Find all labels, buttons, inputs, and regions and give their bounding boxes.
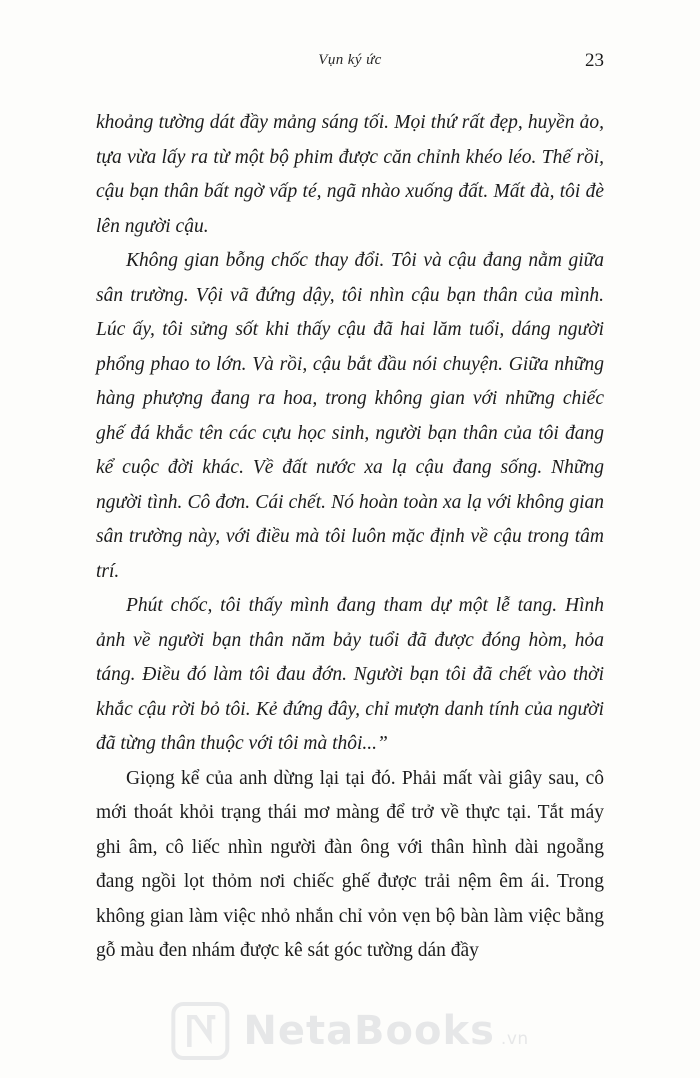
netabooks-logo-icon [171, 1002, 229, 1060]
watermark-suffix: .vn [500, 1029, 529, 1049]
page-body [96, 106, 604, 969]
paragraph: Phút chốc, tôi thấy mình đang tham dự một lễ tang. Hình ảnh về người bạn thân năm bảy tuổi đã được đóng hòm, hỏa táng. Điều đó làm tôi đau đớn. Người bạn tôi đã chết vào thời khắc cậu rời bỏ tôi. Kẻ đứng đây, chỉ mượn danh tính của người đã từng thân thuộc với tôi mà thôi...” [96, 595, 604, 754]
page-header [96, 52, 604, 76]
running-title: Vụn ký ức [318, 52, 382, 68]
page-number: 23 [585, 50, 604, 71]
watermark-brand: NetaBooks [243, 1008, 495, 1054]
paragraph: Không gian bỗng chốc thay đổi. Tôi và cậu đang nằm giữa sân trường. Vội vã đứng dậy, tôi nhìn cậu bạn thân của mình. Lúc ấy, tôi sửng sốt khi thấy cậu đã hai lăm tuổi, dáng người phổng phao to lớn. Và rồi, cậu bắt đầu nói chuyện. Giữa những hàng phượng đang ra hoa, trong không gian với những chiếc ghế đá khắc tên các cựu học sinh, người bạn thân của tôi đang kể cuộc đời khác. Về đất nước xa lạ cậu đang sống. Những người tình. Cô đơn. Cái chết. Nó hoàn toàn xa lạ với không gian sân trường này, với điều mà tôi luôn mặc định về cậu trong tâm trí. [96, 250, 604, 582]
watermark [171, 1002, 528, 1060]
paragraph: khoảng tường dát đầy mảng sáng tối. Mọi thứ rất đẹp, huyền ảo, tựa vừa lấy ra từ một bộ phim được căn chỉnh khéo léo. Thế rồi, cậu bạn thân bất ngờ vấp té, ngã nhào xuống đất. Mất đà, tôi đè lên người cậu. [96, 112, 604, 237]
paragraph: Giọng kể của anh dừng lại tại đó. Phải mất vài giây sau, cô mới thoát khỏi trạng thái mơ màng để trở về thực tại. Tắt máy ghi âm, cô liếc nhìn người đàn ông với thân hình dài ngoẵng đang ngồi lọt thỏm nơi chiếc ghế được trải nệm êm ái. Trong không gian làm việc nhỏ nhắn chỉ vỏn vẹn bộ bàn làm việc bằng gỗ màu đen nhám được kê sát góc tường dán đầy [96, 767, 604, 961]
watermark-text [243, 1008, 529, 1054]
